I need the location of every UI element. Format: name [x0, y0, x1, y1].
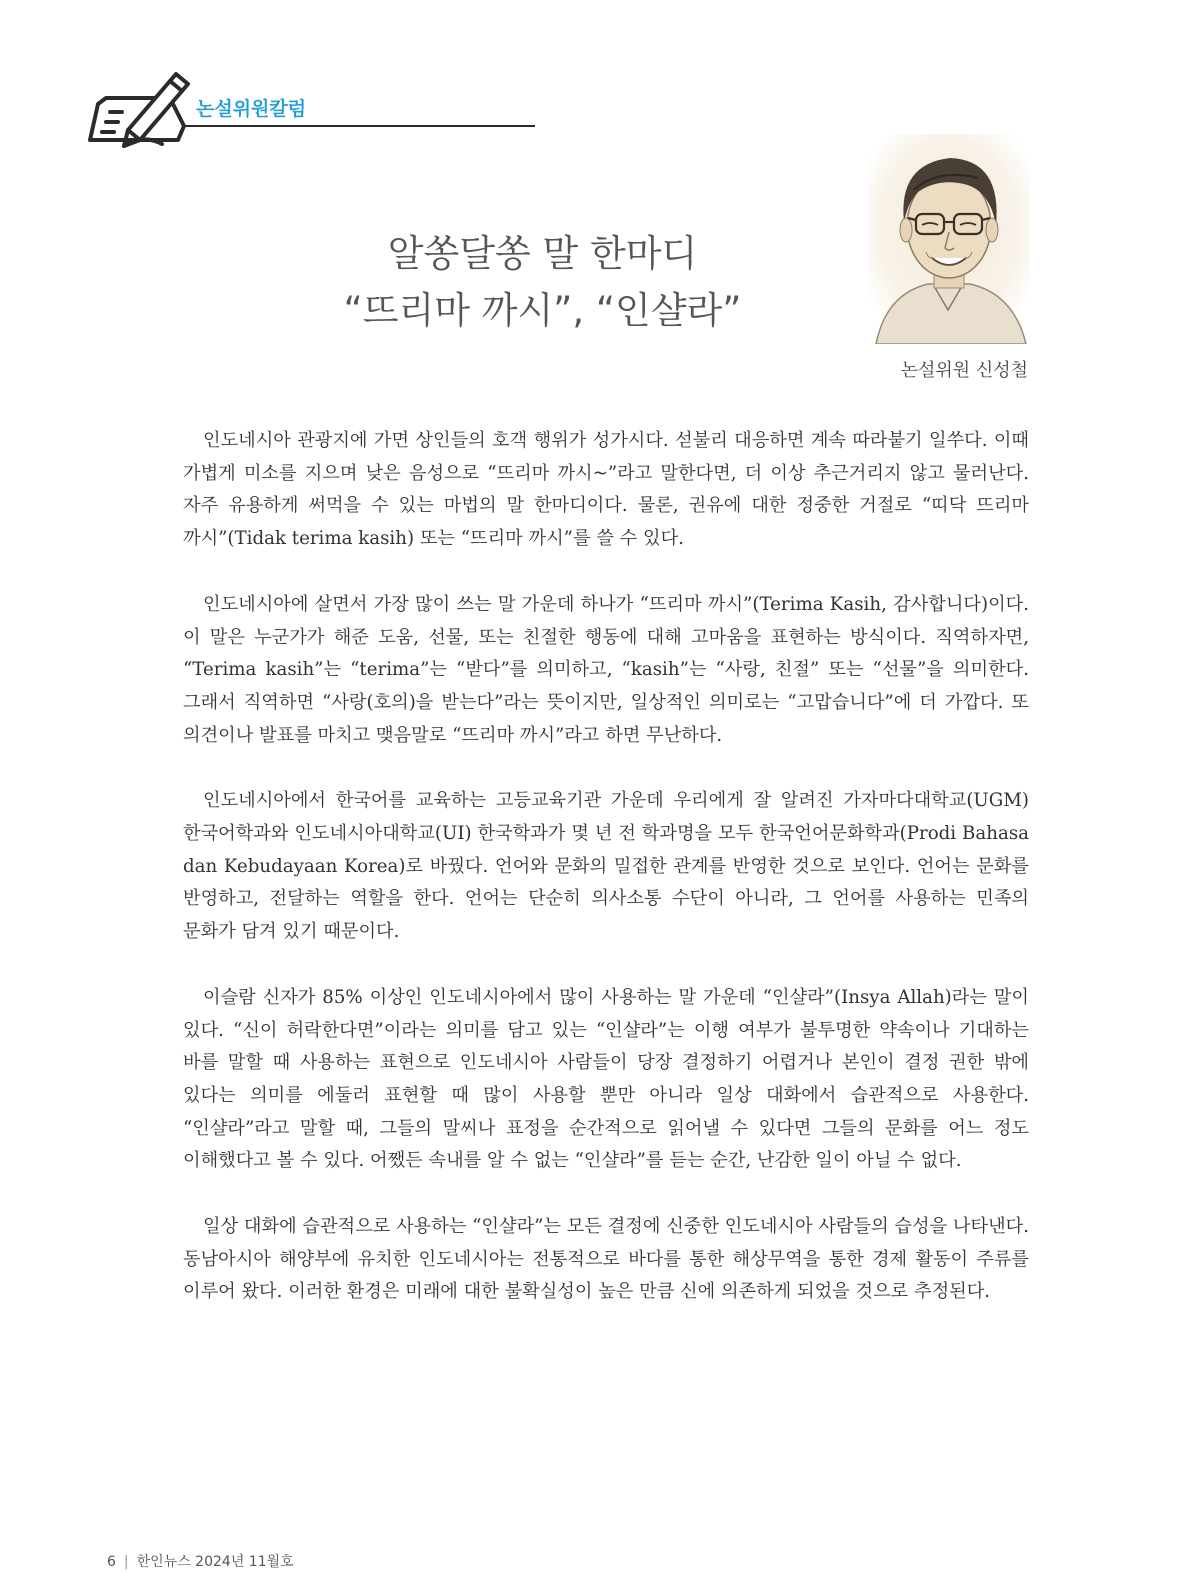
page-footer — [107, 1551, 294, 1571]
article-title — [300, 225, 785, 339]
footer-separator: | — [123, 1554, 129, 1570]
article-paragraph: 인도네시아에 살면서 가장 많이 쓰는 말 가운데 하나가 “뜨리마 까시”(Terima Kasih, 감사합니다)이다. 이 말은 누군가가 해준 도움, 선물, 또는 친절한 행동에 대해 고마움을 표현하는 방식이다. 직역하자면, “Terima kasih”는 “terima”는 “받다”를 의미하고, “kasih”는 “사랑, 친절” 또는 “선물”을 의미한다. 그래서 직역하면 “사랑(호의)을 받는다”라는 뜻이지만, 일상적인 의미로는 “고맙습니다”에 더 가깝다. 또 의견이나 발표를 마치고 맺음말로 “뜨리마 까시”라고 하면 무난하다. — [183, 593, 1029, 746]
pen-writing-icon — [84, 64, 196, 150]
section-label: 논설위원칼럼 — [196, 98, 307, 120]
author-portrait-image — [868, 134, 1030, 344]
article-paragraph: 이슬람 신자가 85% 이상인 인도네시아에서 많이 사용하는 말 가운데 “인샬라”(Insya Allah)라는 말이 있다. “신이 허락한다면”이라는 의미를 담고 있는 “인샬라”는 이행 여부가 불투명한 약속이나 기대하는 바를 말할 때 사용하는 표현으로 인도네시아 사람들이 당장 결정하기 어렵거나 본인이 결정 권한 밖에 있다는 의미를 에둘러 표현할 때 많이 사용할 뿐만 아니라 일상 대화에서 습관적으로 사용한다. “인샬라”라고 말할 때, 그들의 말씨나 표정을 순간적으로 읽어낼 수 있다면 그들의 문화를 어느 정도 이해했다고 볼 수 있다. 어쨌든 속내를 알 수 없는 “인샬라”를 듣는 순간, 난감한 일이 아닐 수 없다. — [183, 986, 1029, 1172]
title-line-2: “뜨리마 까시”, “인샬라” — [343, 289, 742, 332]
publication-name: 한인뉴스 2024년 11월호 — [136, 1554, 294, 1570]
article-paragraph: 인도네시아에서 한국어를 교육하는 고등교육기관 가운데 우리에게 잘 알려진 가자마다대학교(UGM) 한국어학과와 인도네시아대학교(UI) 한국학과가 몇 년 전 학과명을 모두 한국언어문화학과(Prodi Bahasa dan Kebudayaan Korea)로 바꿨다. 언어와 문화의 밀접한 관계를 반영한 것으로 보인다. 언어는 문화를 반영하고, 전달하는 역할을 한다. 언어는 단순히 의사소통 수단이 아니라, 그 언어를 사용하는 민족의 문화가 담겨 있기 때문이다. — [183, 790, 1029, 943]
article-paragraph: 일상 대화에 습관적으로 사용하는 “인샬라”는 모든 결정에 신중한 인도네시아 사람들의 습성을 나타낸다. 동남아시아 해양부에 유치한 인도네시아는 전통적으로 바다를 통한 해상무역을 통한 경제 활동이 주류를 이루어 왔다. 이러한 환경은 미래에 대한 불확실성이 높은 만큼 신에 의존하게 되었을 것으로 추정된다. — [183, 1216, 1029, 1303]
title-line-1: 알쏭달쏭 말 한마디 — [387, 232, 698, 275]
page-number: 6 — [107, 1554, 116, 1570]
author-byline: 논설위원 신성철 — [900, 360, 1028, 381]
header-divider — [182, 125, 535, 127]
article-paragraph: 인도네시아 관광지에 가면 상인들의 호객 행위가 성가시다. 섣불리 대응하면 계속 따라붙기 일쑤다. 이때 가볍게 미소를 지으며 낮은 음성으로 “뜨리마 까시~”라고 말한다면, 더 이상 추근거리지 않고 물러난다. 자주 유용하게 써먹을 수 있는 마법의 말 한마디이다. 물론, 권유에 대한 정중한 거절로 “띠닥 뜨리마 까시”(Tidak terima kasih) 또는 “뜨리마 까시”를 쓸 수 있다. — [183, 430, 1029, 550]
article-body — [183, 425, 1029, 1342]
